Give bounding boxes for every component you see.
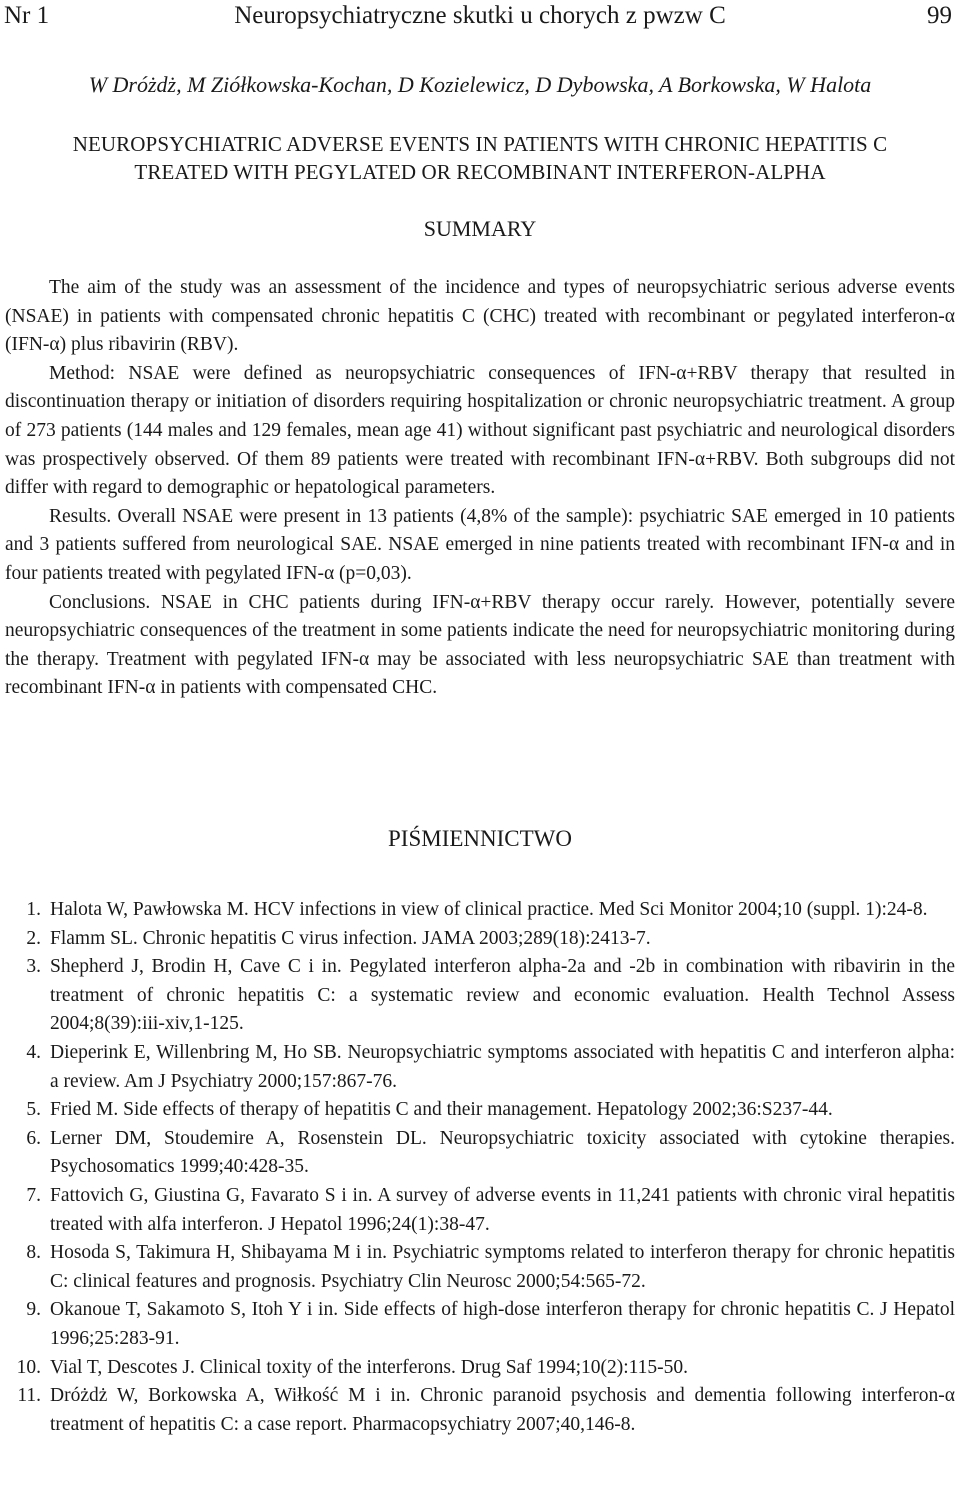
- title-line-2: TREATED WITH PEGYLATED OR RECOMBINANT INTERFERON-ALPHA: [134, 160, 826, 184]
- reference-number: 6.: [26, 1127, 41, 1149]
- reference-text: Hosoda S, Takimura H, Shibayama M i in. Psychiatric symptoms related to interferon therapy for chronic hepatitis C: clinical features and prognosis. Psychiatry Clin Neurosc 2000;54:565-72.: [50, 1242, 955, 1292]
- reference-number: 9.: [26, 1299, 41, 1321]
- reference-item: [5, 1039, 955, 1096]
- abstract-aim: The aim of the study was an assessment of the incidence and types of neuropsychiatric serious adverse events (NSAE) in patients with compensated chronic hepatitis C (CHC) treated with recombinant or pegylated interferon-α (IFN-α) plus ribavirin (RBV).: [5, 277, 955, 356]
- reference-text: Shepherd J, Brodin H, Cave C i in. Pegylated interferon alpha-2a and -2b in combination with ribavirin in the treatment of chronic hepatitis C: a systematic review and economic evaluation. Health Technol Assess 2004;8(39):iii-xiv,1-125.: [50, 956, 955, 1035]
- issue-number: Nr 1: [4, 2, 50, 29]
- reference-text: Fried M. Side effects of therapy of hepatitis C and their management. Hepatology 2002;36:S237-44.: [50, 1099, 833, 1121]
- reference-text: Halota W, Pawłowska M. HCV infections in view of clinical practice. Med Sci Monitor 2004;10 (suppl. 1):24-8.: [50, 899, 928, 920]
- summary-heading: SUMMARY: [423, 216, 537, 241]
- reference-item: [5, 953, 955, 1039]
- reference-list: [5, 896, 955, 1439]
- reference-number: 8.: [26, 1242, 41, 1264]
- reference-item: [5, 1096, 955, 1125]
- reference-item: [5, 1182, 955, 1239]
- reference-number: 10.: [16, 1356, 41, 1378]
- reference-number: 11.: [17, 1385, 41, 1407]
- reference-text: Dróżdż W, Borkowska A, Wiłkość M i in. Chronic paranoid psychosis and dementia following interferon-α treatment of hepatitis C: a case report. Pharmacopsychiatry 2007;40,146-8.: [50, 1385, 955, 1435]
- page-number: 99: [927, 2, 952, 29]
- running-title: Neuropsychiatryczne skutki u chorych z pwzw C: [234, 2, 726, 29]
- reference-text: Vial T, Descotes J. Clinical toxity of the interferons. Drug Saf 1994;10(2):115-50.: [50, 1356, 689, 1378]
- reference-number: 1.: [26, 899, 41, 920]
- article-title: [0, 130, 960, 186]
- reference-item: [5, 1354, 955, 1383]
- title-line-1: NEUROPSYCHIATRIC ADVERSE EVENTS IN PATIENTS WITH CHRONIC HEPATITIS C: [72, 132, 888, 156]
- abstract-method: Method: NSAE were defined as neuropsychiatric consequences of IFN-α+RBV therapy that resulted in discontinuation therapy or initiation of disorders requiring hospitalization or chronic neuropsychiatric treatment. A group of 273 patients (144 males and 129 females, mean age 41) without significant past psychiatric and neurological disorders was prospectively observed. Of them 89 patients were treated with recombinant IFN-α+RBV. Both subgroups did not differ with regard to demographic or hepatological parameters.: [5, 362, 955, 499]
- reference-text: Flamm SL. Chronic hepatitis C virus infection. JAMA 2003;289(18):2413-7.: [50, 927, 651, 949]
- references-heading: PIŚMIENNICTWO: [388, 826, 572, 851]
- abstract: [5, 274, 955, 703]
- page-header: [0, 0, 960, 40]
- reference-item: [5, 1296, 955, 1353]
- reference-number: 4.: [26, 1041, 41, 1063]
- reference-item: [5, 1382, 955, 1439]
- reference-text: Fattovich G, Giustina G, Favarato S i in. A survey of adverse events in 11,241 patients with chronic viral hepatitis treated with alfa interferon. J Hepatol 1996;24(1):38-47.: [50, 1184, 955, 1235]
- reference-item: [5, 896, 955, 925]
- reference-number: 2.: [26, 927, 41, 949]
- abstract-conclusions: Conclusions. NSAE in CHC patients during IFN-α+RBV therapy occur rarely. However, potentially severe neuropsychiatric consequences of the treatment in some patients indicate the need for neuropsychiatric monitoring during the therapy. Treatment with pegylated IFN-α may be associated with less neuropsychiatric SAE than treatment with recombinant IFN-α in patients with compensated CHC.: [5, 591, 955, 699]
- reference-item: [5, 1239, 955, 1296]
- reference-text: Dieperink E, Willenbring M, Ho SB. Neuropsychiatric symptoms associated with hepatitis C and interferon alpha: a review. Am J Psychiatry 2000;157:867-76.: [50, 1041, 955, 1092]
- abstract-results: Results. Overall NSAE were present in 13 patients (4,8% of the sample): psychiatric SAE emerged in 10 patients and 3 patients suffered from neurological SAE. NSAE emerged in nine patients treated with recombinant IFN-α and in four patients treated with pegylated IFN-α (p=0,03).: [5, 505, 955, 584]
- authors: W Dróżdż, M Ziółkowska-Kochan, D Kozielewicz, D Dybowska, A Borkowska, W Halota: [88, 72, 872, 97]
- reference-text: Lerner DM, Stoudemire A, Rosenstein DL. Neuropsychiatric toxicity associated with cytokine therapies. Psychosomatics 1999;40:428-35.: [50, 1127, 955, 1178]
- reference-text: Okanoue T, Sakamoto S, Itoh Y i in. Side effects of high-dose interferon therapy for chronic hepatitis C. J Hepatol 1996;25:283-91.: [50, 1299, 955, 1349]
- reference-item: [5, 1125, 955, 1182]
- reference-number: 3.: [26, 956, 41, 978]
- reference-number: 5.: [26, 1099, 41, 1121]
- reference-number: 7.: [26, 1184, 41, 1206]
- reference-item: [5, 925, 955, 954]
